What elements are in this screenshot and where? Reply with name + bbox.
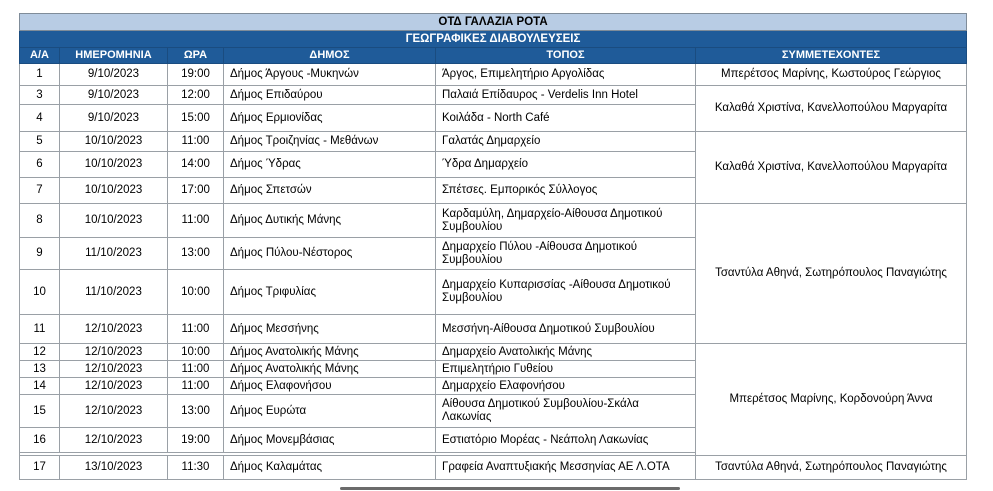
schedule-table (19, 13, 967, 480)
table-row (20, 344, 967, 361)
cell-dimos: Δήμος Δυτικής Μάνης (224, 204, 436, 238)
cell-aa: 8 (20, 204, 60, 238)
cell-participants: Τσαντύλα Αθηνά, Σωτηρόπουλος Παναγιώτης (696, 456, 967, 480)
cell-time: 10:00 (168, 270, 224, 315)
cell-topos: Δημαρχείο Πύλου -Αίθουσα Δημοτικού Συμβουλίου (436, 238, 696, 270)
cell-date: 13/10/2023 (60, 456, 168, 480)
horizontal-scrollbar[interactable] (340, 487, 680, 490)
cell-topos: Δημαρχείο Ελαφονήσου (436, 378, 696, 395)
cell-aa: 3 (20, 86, 60, 105)
cell-time: 13:00 (168, 238, 224, 270)
cell-aa: 16 (20, 428, 60, 453)
cell-topos: Σπέτσες. Εμπορικός Σύλλογος (436, 178, 696, 204)
col-header-participants: ΣΥΜΜΕΤΕΧΟΝΤΕΣ (696, 48, 967, 64)
cell-date: 10/10/2023 (60, 132, 168, 152)
cell-dimos: Δήμος Επιδαύρου (224, 86, 436, 105)
table-row (20, 456, 967, 480)
cell-date: 12/10/2023 (60, 395, 168, 428)
cell-time: 11:00 (168, 361, 224, 378)
col-header-dimos: ΔΗΜΟΣ (224, 48, 436, 64)
cell-aa: 1 (20, 64, 60, 86)
cell-time: 11:00 (168, 132, 224, 152)
table-row (20, 86, 967, 105)
cell-topos: Παλαιά Επίδαυρος - Verdelis Inn Hotel (436, 86, 696, 105)
cell-aa: 7 (20, 178, 60, 204)
cell-aa: 9 (20, 238, 60, 270)
cell-aa: 12 (20, 344, 60, 361)
cell-participants: Καλαθά Χριστίνα, Κανελλοπούλου Μαργαρίτα (696, 132, 967, 204)
cell-participants: Μπερέτσος Μαρίνης, Κορδονούρη Άννα (696, 344, 967, 456)
cell-date: 9/10/2023 (60, 105, 168, 132)
table-row (20, 204, 967, 238)
cell-aa: 14 (20, 378, 60, 395)
cell-date: 11/10/2023 (60, 238, 168, 270)
cell-date: 10/10/2023 (60, 152, 168, 178)
cell-dimos: Δήμος Ανατολικής Μάνης (224, 361, 436, 378)
cell-topos: Μεσσήνη-Αίθουσα Δημοτικού Συμβουλίου (436, 315, 696, 344)
cell-dimos: Δήμος Τροιζηνίας - Μεθάνων (224, 132, 436, 152)
cell-participants: Τσαντύλα Αθηνά, Σωτηρόπουλος Παναγιώτης (696, 204, 967, 344)
cell-time: 15:00 (168, 105, 224, 132)
table-title: ΟΤΔ ΓΑΛΑΖΙΑ ΡΟΤΑ (20, 14, 967, 31)
cell-aa: 17 (20, 456, 60, 480)
cell-dimos: Δήμος Μονεμβάσιας (224, 428, 436, 453)
cell-dimos: Δήμος Ελαφονήσου (224, 378, 436, 395)
cell-topos: Δημαρχείο Κυπαρισσίας -Αίθουσα Δημοτικού Συμβουλίου (436, 270, 696, 315)
cell-time: 17:00 (168, 178, 224, 204)
cell-dimos: Δήμος Ευρώτα (224, 395, 436, 428)
col-header-date: ΗΜΕΡΟΜΗΝΙΑ (60, 48, 168, 64)
col-header-topos: ΤΟΠΟΣ (436, 48, 696, 64)
cell-date: 12/10/2023 (60, 344, 168, 361)
cell-time: 11:00 (168, 378, 224, 395)
cell-date: 12/10/2023 (60, 315, 168, 344)
cell-aa: 6 (20, 152, 60, 178)
cell-aa: 15 (20, 395, 60, 428)
col-header-aa: Α/Α (20, 48, 60, 64)
cell-time: 12:00 (168, 86, 224, 105)
cell-dimos: Δήμος Σπετσών (224, 178, 436, 204)
cell-date: 12/10/2023 (60, 361, 168, 378)
cell-topos: Κοιλάδα - North Café (436, 105, 696, 132)
table-subtitle: ΓΕΩΓΡΑΦΙΚΕΣ ΔΙΑΒΟΥΛΕΥΣΕΙΣ (20, 31, 967, 48)
cell-dimos: Δήμος Ερμιονίδας (224, 105, 436, 132)
cell-date: 11/10/2023 (60, 270, 168, 315)
cell-topos: Επιμελητήριο Γυθείου (436, 361, 696, 378)
cell-time: 11:30 (168, 456, 224, 480)
cell-aa: 11 (20, 315, 60, 344)
cell-participants: Μπερέτσος Μαρίνης, Κωστούρος Γεώργιος (696, 64, 967, 86)
cell-topos: Ύδρα Δημαρχείο (436, 152, 696, 178)
cell-dimos: Δήμος Ύδρας (224, 152, 436, 178)
cell-topos: Αίθουσα Δημοτικού Συμβουλίου-Σκάλα Λακωνίας (436, 395, 696, 428)
cell-date: 12/10/2023 (60, 378, 168, 395)
cell-participants: Καλαθά Χριστίνα, Κανελλοπούλου Μαργαρίτα (696, 86, 967, 132)
cell-aa: 4 (20, 105, 60, 132)
cell-aa: 10 (20, 270, 60, 315)
table-row (20, 64, 967, 86)
cell-dimos: Δήμος Μεσσήνης (224, 315, 436, 344)
cell-dimos: Δήμος Ανατολικής Μάνης (224, 344, 436, 361)
cell-aa: 5 (20, 132, 60, 152)
cell-dimos: Δήμος Καλαμάτας (224, 456, 436, 480)
cell-topos: Εστιατόριο Μορέας - Νεάπολη Λακωνίας (436, 428, 696, 453)
cell-time: 13:00 (168, 395, 224, 428)
cell-time: 19:00 (168, 428, 224, 453)
cell-aa: 13 (20, 361, 60, 378)
cell-date: 9/10/2023 (60, 86, 168, 105)
header-row (20, 48, 967, 64)
cell-topos: Καρδαμύλη, Δημαρχείο-Αίθουσα Δημοτικού Συμβουλίου (436, 204, 696, 238)
cell-time: 11:00 (168, 204, 224, 238)
cell-date: 12/10/2023 (60, 428, 168, 453)
cell-date: 10/10/2023 (60, 204, 168, 238)
cell-time: 14:00 (168, 152, 224, 178)
cell-dimos: Δήμος Άργους -Μυκηνών (224, 64, 436, 86)
cell-topos: Άργος, Επιμελητήριο Αργολίδας (436, 64, 696, 86)
cell-date: 10/10/2023 (60, 178, 168, 204)
cell-time: 19:00 (168, 64, 224, 86)
cell-topos: Γαλατάς Δημαρχείο (436, 132, 696, 152)
cell-date: 9/10/2023 (60, 64, 168, 86)
cell-topos: Δημαρχείο Ανατολικής Μάνης (436, 344, 696, 361)
table-row (20, 132, 967, 152)
cell-dimos: Δήμος Πύλου-Νέστορος (224, 238, 436, 270)
cell-time: 11:00 (168, 315, 224, 344)
cell-time: 10:00 (168, 344, 224, 361)
cell-topos: Γραφεία Αναπτυξιακής Μεσσηνίας ΑΕ Λ.ΟΤΑ (436, 456, 696, 480)
cell-dimos: Δήμος Τριφυλίας (224, 270, 436, 315)
col-header-time: ΩΡΑ (168, 48, 224, 64)
